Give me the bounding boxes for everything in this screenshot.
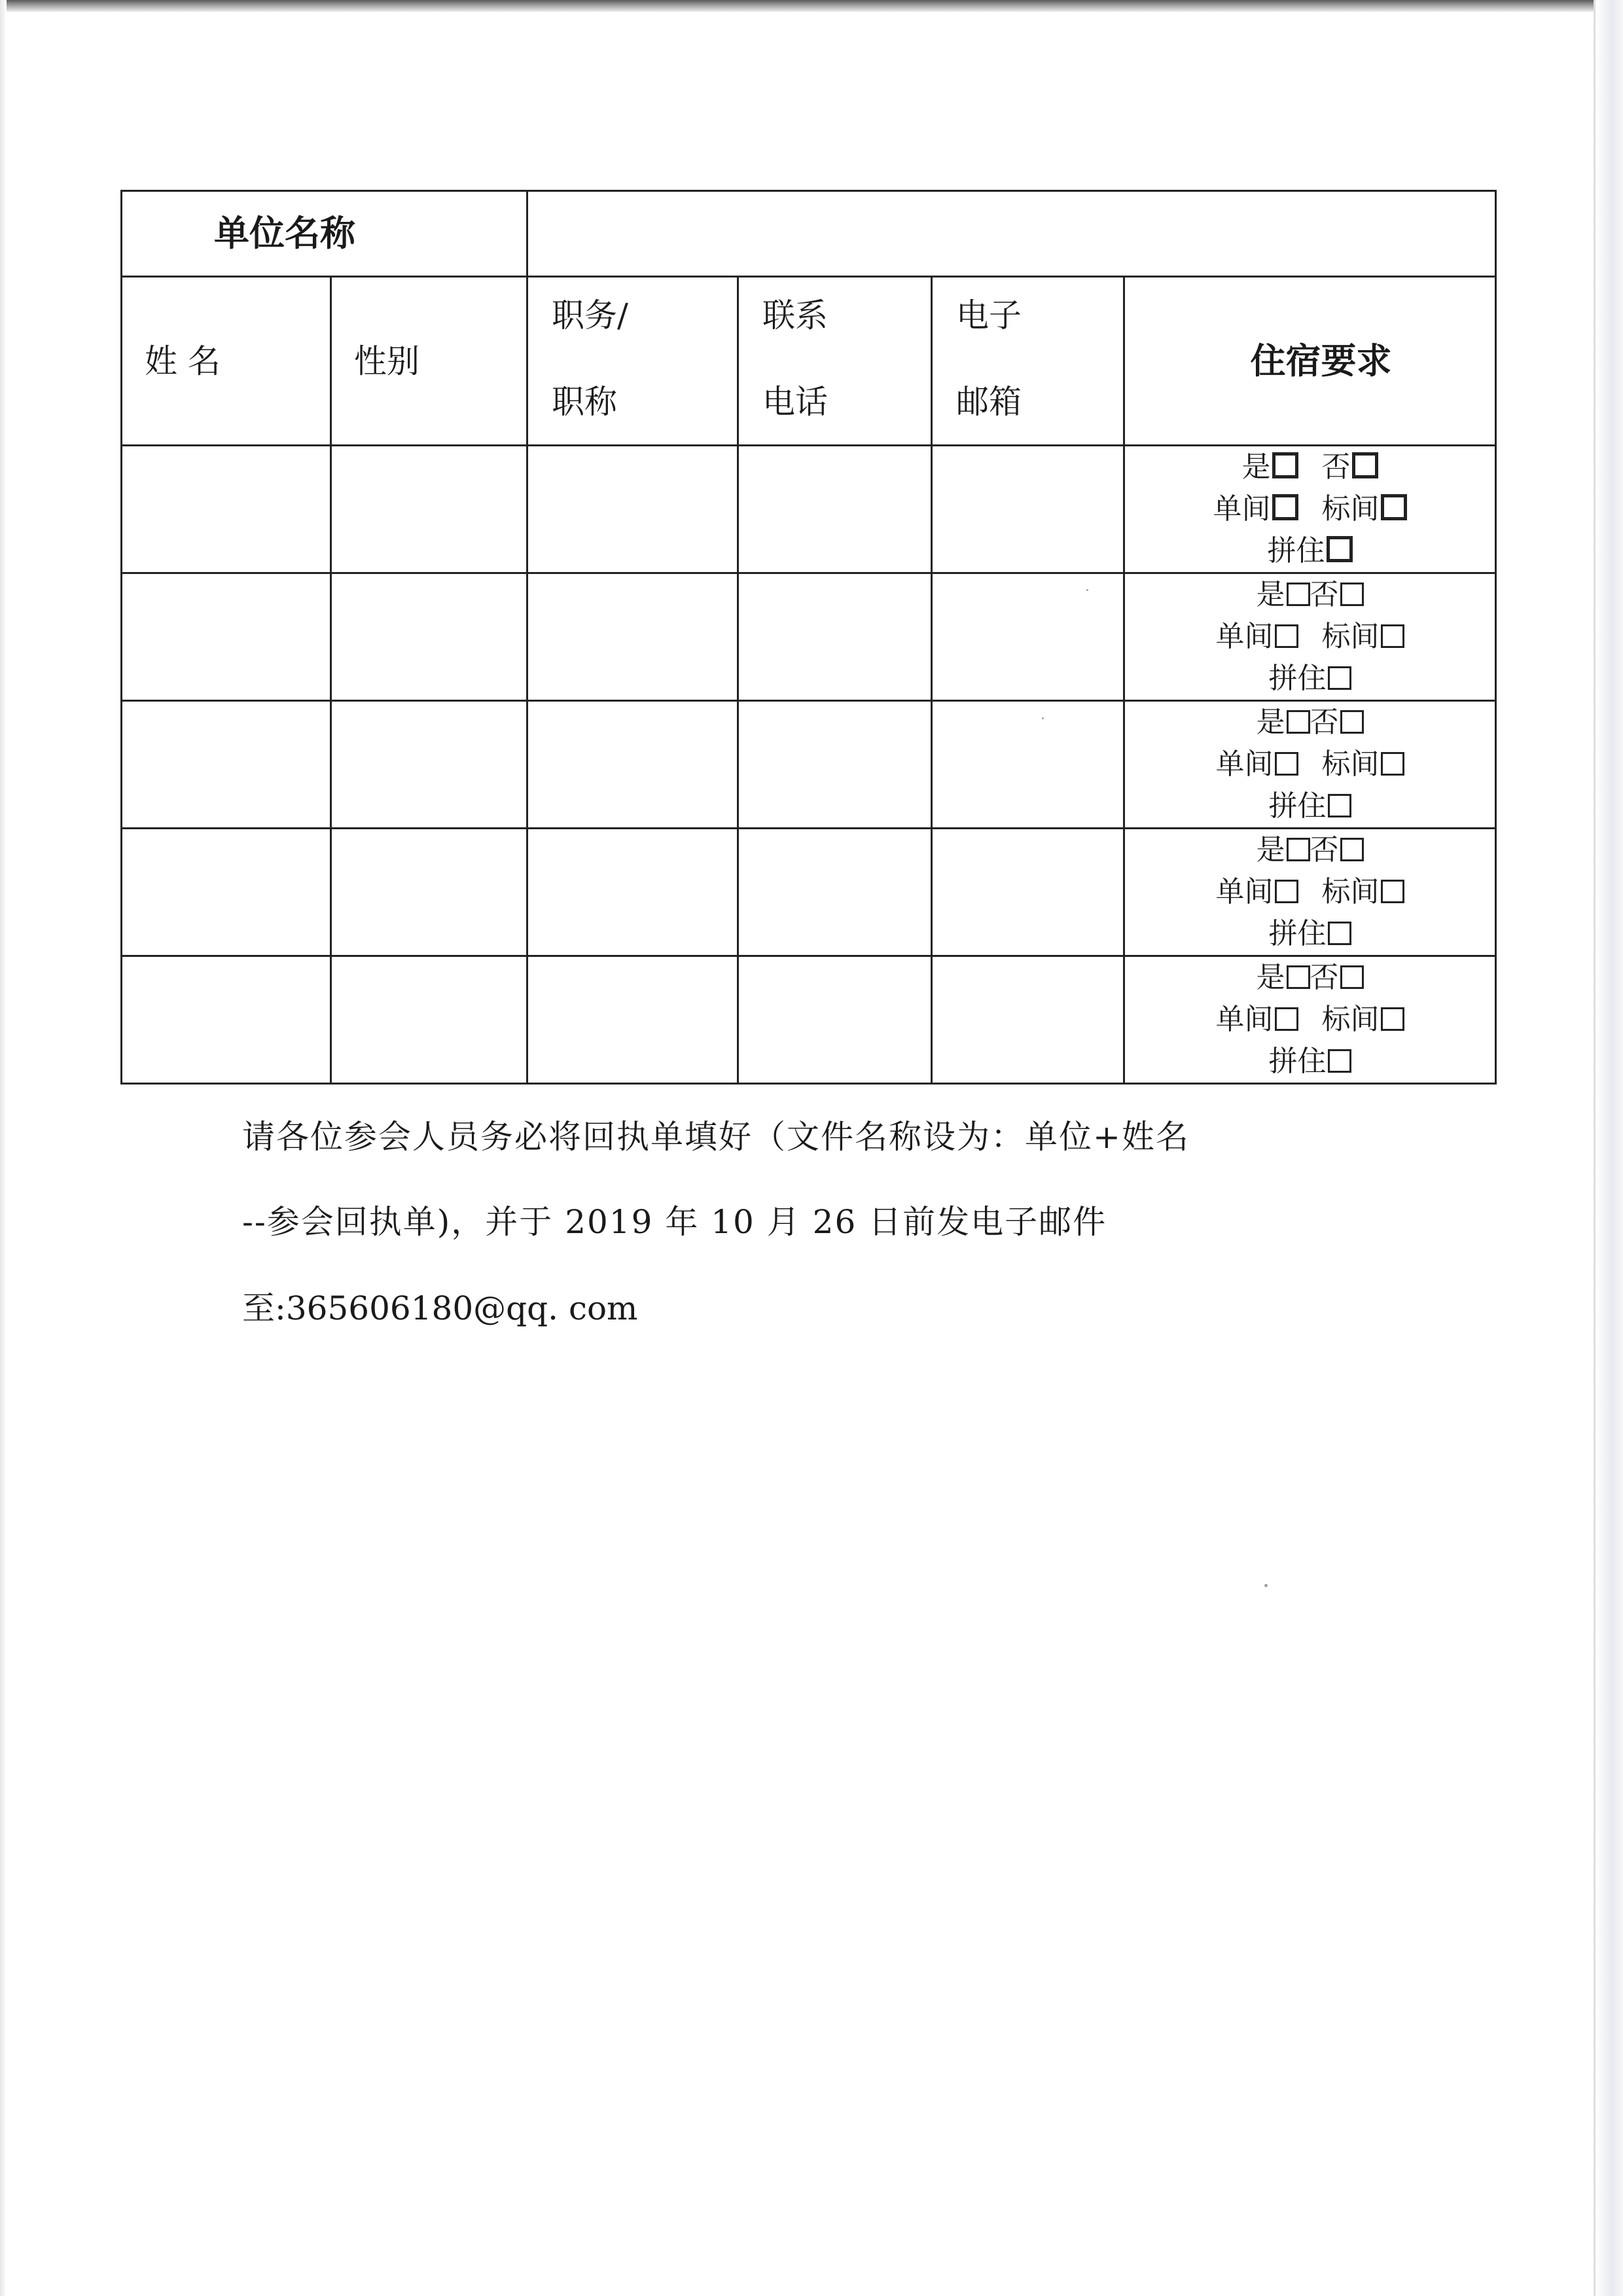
scan-speck: [1042, 717, 1044, 719]
gender-field[interactable]: [331, 573, 527, 701]
name-field[interactable]: [122, 829, 331, 956]
stay-yes-label: 是: [1241, 450, 1271, 484]
name-field[interactable]: [122, 701, 331, 829]
standard-room-label: 标间: [1321, 620, 1380, 653]
name-field[interactable]: [122, 446, 331, 573]
name-field[interactable]: [122, 573, 331, 701]
header-stay: 住宿要求: [1124, 277, 1496, 446]
instruction-line-3: 至:365606180@qq. com: [242, 1289, 638, 1327]
shared-room-checkbox[interactable]: [1328, 922, 1351, 945]
stay-no-checkbox[interactable]: [1340, 965, 1364, 989]
title-field[interactable]: [527, 829, 738, 956]
scan-speck: [1264, 1584, 1268, 1587]
table-row: [122, 573, 1496, 701]
scan-right-edge: [1594, 0, 1623, 2296]
stay-no-label: 否: [1310, 706, 1339, 739]
single-room-label: 单间: [1215, 1003, 1274, 1036]
single-room-checkbox[interactable]: [1272, 494, 1298, 520]
single-room-checkbox[interactable]: [1275, 1007, 1298, 1031]
single-room-checkbox[interactable]: [1275, 624, 1298, 648]
shared-room-label: 拼住: [1267, 534, 1325, 567]
table-row: [122, 446, 1496, 573]
phone-field[interactable]: [738, 573, 932, 701]
name-field[interactable]: [122, 956, 331, 1084]
title-field[interactable]: [527, 446, 738, 573]
shared-room-checkbox[interactable]: [1327, 536, 1353, 562]
standard-room-label: 标间: [1321, 875, 1380, 908]
email-field[interactable]: [932, 573, 1124, 701]
standard-room-label: 标间: [1321, 747, 1380, 781]
phone-field[interactable]: [738, 446, 932, 573]
stay-no-checkbox[interactable]: [1340, 583, 1364, 606]
unit-name-field[interactable]: [527, 191, 1496, 277]
header-gender-label: 性别: [354, 342, 419, 380]
shared-room-checkbox[interactable]: [1328, 1049, 1351, 1073]
header-title-line2: 职称: [552, 382, 617, 421]
header-name: [122, 277, 331, 446]
header-email-line2: 邮箱: [956, 382, 1022, 421]
standard-room-checkbox[interactable]: [1381, 624, 1404, 648]
stay-yes-checkbox[interactable]: [1287, 838, 1310, 861]
stay-yes-checkbox[interactable]: [1272, 452, 1298, 478]
stay-no-label: 否: [1310, 833, 1339, 867]
stay-no-checkbox[interactable]: [1340, 710, 1364, 734]
stay-yes-label: 是: [1256, 833, 1285, 867]
standard-room-label: 标间: [1321, 492, 1380, 526]
header-phone-line1: 联系: [762, 296, 828, 334]
header-row: [122, 277, 1496, 446]
gender-field[interactable]: [331, 829, 527, 956]
email-field[interactable]: [932, 446, 1124, 573]
stay-yes-label: 是: [1256, 961, 1285, 994]
unit-name-label: 单位名称: [122, 191, 527, 277]
single-room-checkbox[interactable]: [1275, 752, 1298, 776]
shared-room-label: 拼住: [1268, 662, 1327, 695]
scan-top-edge: [0, 0, 1623, 12]
single-room-label: 单间: [1215, 620, 1274, 653]
stay-yes-checkbox[interactable]: [1287, 583, 1310, 606]
single-room-label: 单间: [1215, 875, 1274, 908]
stay-no-label: 否: [1310, 578, 1339, 611]
header-name-label: 姓 名: [145, 342, 221, 380]
table-row: [122, 956, 1496, 1084]
email-field[interactable]: [932, 701, 1124, 829]
scan-speck: [1086, 589, 1088, 591]
shared-room-label: 拼住: [1268, 917, 1327, 950]
stay-options: [1124, 701, 1496, 829]
standard-room-checkbox[interactable]: [1381, 752, 1404, 776]
registration-table: [120, 190, 1497, 1085]
title-field[interactable]: [527, 956, 738, 1084]
shared-room-label: 拼住: [1268, 789, 1327, 823]
header-title-line1: 职务/: [552, 296, 628, 334]
title-field[interactable]: [527, 701, 738, 829]
header-phone-line2: 电话: [762, 382, 828, 421]
unit-row: [122, 191, 1496, 277]
standard-room-checkbox[interactable]: [1381, 880, 1404, 903]
instruction-line-1: 请各位参会人员务必将回执单填好（文件名称设为：单位+姓名: [242, 1118, 1190, 1156]
shared-room-label: 拼住: [1268, 1045, 1327, 1078]
stay-options: [1124, 573, 1496, 701]
header-email-line1: 电子: [956, 296, 1022, 334]
single-room-label: 单间: [1215, 747, 1274, 781]
header-phone: [738, 277, 932, 446]
shared-room-checkbox[interactable]: [1328, 794, 1351, 817]
gender-field[interactable]: [331, 446, 527, 573]
header-gender: [331, 277, 527, 446]
stay-yes-checkbox[interactable]: [1287, 965, 1310, 989]
table-row: [122, 829, 1496, 956]
phone-field[interactable]: [738, 829, 932, 956]
email-field[interactable]: [932, 956, 1124, 1084]
shared-room-checkbox[interactable]: [1328, 666, 1351, 690]
stay-yes-label: 是: [1256, 578, 1285, 611]
standard-room-checkbox[interactable]: [1381, 1007, 1404, 1031]
stay-yes-label: 是: [1256, 706, 1285, 739]
stay-yes-checkbox[interactable]: [1287, 710, 1310, 734]
scan-left-edge: [0, 0, 7, 2296]
stay-no-label: 否: [1321, 450, 1351, 484]
single-room-checkbox[interactable]: [1275, 880, 1298, 903]
stay-no-checkbox[interactable]: [1340, 838, 1364, 861]
stay-no-label: 否: [1310, 961, 1339, 994]
single-room-label: 单间: [1213, 492, 1271, 526]
standard-room-label: 标间: [1321, 1003, 1380, 1036]
header-email: [932, 277, 1124, 446]
table-row: [122, 701, 1496, 829]
stay-options: [1124, 446, 1496, 573]
stay-no-checkbox[interactable]: [1352, 452, 1378, 478]
header-title: [527, 277, 738, 446]
stay-options: [1124, 956, 1496, 1084]
standard-room-checkbox[interactable]: [1381, 494, 1407, 520]
instruction-line-2: --参会回执单)，并于 2019 年 10 月 26 日前发电子邮件: [242, 1203, 1107, 1241]
gender-field[interactable]: [331, 701, 527, 829]
phone-field[interactable]: [738, 701, 932, 829]
email-field[interactable]: [932, 829, 1124, 956]
title-field[interactable]: [527, 573, 738, 701]
gender-field[interactable]: [331, 956, 527, 1084]
stay-options: [1124, 829, 1496, 956]
phone-field[interactable]: [738, 956, 932, 1084]
